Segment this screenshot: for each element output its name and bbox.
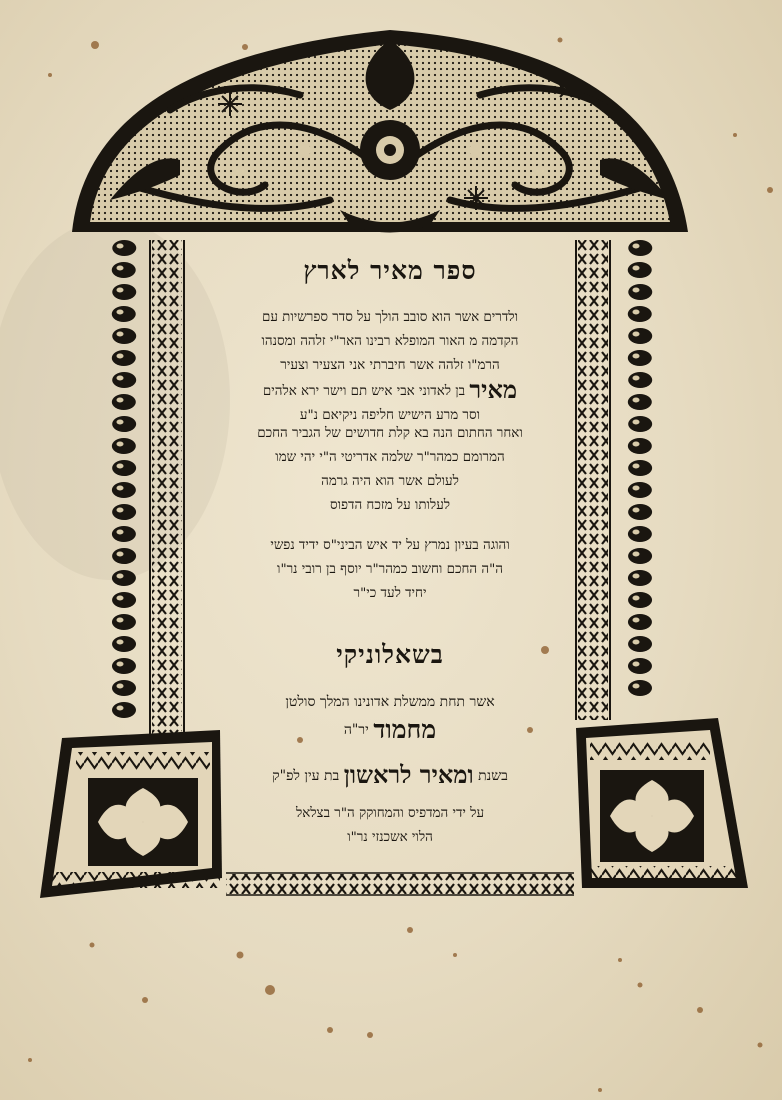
- sultan-name: מחמוד: [373, 715, 437, 744]
- bead: [112, 416, 136, 432]
- bead: [628, 614, 652, 630]
- bead: [628, 592, 652, 608]
- printing-city: בשאלוניקי: [336, 640, 444, 669]
- bead: [628, 328, 652, 344]
- intro-line-2: הקדמה מ האור המופלא רבינו האר"י זלהה ומסנהו: [261, 334, 519, 349]
- bead: [112, 702, 136, 718]
- year-line: [190, 760, 590, 790]
- bead: [112, 328, 136, 344]
- left-inner-column: [152, 240, 182, 740]
- intro-line-5: וסר מרע הישיש חליפה ניקיאם נ"ע: [299, 408, 481, 423]
- additions-line-4: לעלותו על מזכח הדפוס: [329, 498, 451, 513]
- ruler-line-2-rest: יר"ה: [343, 722, 369, 738]
- additions-line-2: המרומם כמהר"ר שלמה אדריטי ה"י יהי שמו: [275, 450, 505, 465]
- bead: [628, 438, 652, 454]
- bead: [112, 680, 136, 696]
- additions-line-3: לעולם אשר הוא היה גרמה: [321, 474, 459, 489]
- bead: [112, 504, 136, 520]
- bead: [112, 284, 136, 300]
- ruler-line-2: [190, 716, 590, 744]
- ruler-paragraph: [190, 688, 590, 744]
- right-pedestal: [576, 718, 748, 888]
- bead: [112, 350, 136, 366]
- intro-line-4-rest: בן לאדוני אבי איש תם וישר ירא אלהים: [262, 384, 466, 399]
- bead: [112, 570, 136, 586]
- proofreader-line-1: והוגה בעיון נמרץ על יד איש הביני"ס ידיד נפשי: [270, 538, 510, 553]
- proofreader-line-3: יחיד לעד כי"ר: [353, 586, 427, 601]
- bead: [112, 394, 136, 410]
- bead: [628, 262, 652, 278]
- bead: [112, 526, 136, 542]
- intro-line-4: [190, 375, 590, 404]
- intro-paragraph: [190, 306, 590, 428]
- bead: [628, 394, 652, 410]
- bead: [628, 504, 652, 520]
- bead: [628, 680, 652, 696]
- additions-line-1: ואחר החתום הנה בא קלת חדושים של הגביר החכם: [257, 426, 523, 441]
- bead: [112, 548, 136, 564]
- bead: [112, 460, 136, 476]
- base-band: [226, 874, 574, 894]
- bead: [628, 658, 652, 674]
- printer-line-2: הלוי אשכנזי נר"ו: [347, 830, 433, 845]
- year-chronogram: ומאיר לראשון: [343, 760, 474, 789]
- proofreader-line-2: ה"ה החכם וחשוב כמהר"ר יוסף בן רובי נר"ו: [277, 562, 503, 577]
- bead: [112, 372, 136, 388]
- bead: [112, 614, 136, 630]
- intro-line-3: הרמ"ו זלהה אשר חיברתי אני הצעיר וצעיר: [280, 358, 500, 373]
- bead: [628, 636, 652, 652]
- author-name: מאיר: [469, 375, 518, 404]
- bead: [112, 658, 136, 674]
- book-title: ספר מאיר לארץ: [303, 256, 477, 285]
- bead: [112, 482, 136, 498]
- bead: [628, 482, 652, 498]
- bead: [628, 548, 652, 564]
- bead: [112, 636, 136, 652]
- year-prefix: בשנת: [478, 768, 508, 784]
- bead: [628, 526, 652, 542]
- bead: [628, 284, 652, 300]
- bead: [628, 306, 652, 322]
- printer-line-1: על ידי המדפיס והמחוקק ה"ר בצלאל: [295, 806, 485, 821]
- bead: [112, 262, 136, 278]
- bead: [628, 416, 652, 432]
- arch-ornament: [72, 30, 688, 233]
- bead: [112, 306, 136, 322]
- bead: [628, 460, 652, 476]
- bead: [112, 240, 136, 256]
- bead: [112, 438, 136, 454]
- printer-paragraph: [190, 802, 590, 850]
- bead: [628, 570, 652, 586]
- bead: [628, 350, 652, 366]
- bead: [628, 240, 652, 256]
- additions-paragraph: [190, 422, 590, 518]
- bead: [628, 372, 652, 388]
- ruler-line-1: אשר תחת ממשלת אדונינו המלך סולטן: [285, 694, 495, 710]
- intro-line-1: ולדרים אשר הוא סובב הולך על סדר ספרשיות עם: [261, 310, 518, 325]
- proofreader-paragraph: [190, 534, 590, 606]
- bead: [112, 592, 136, 608]
- year-rest: בת עין לפ"ק: [272, 768, 340, 784]
- right-bead-column: [628, 240, 653, 696]
